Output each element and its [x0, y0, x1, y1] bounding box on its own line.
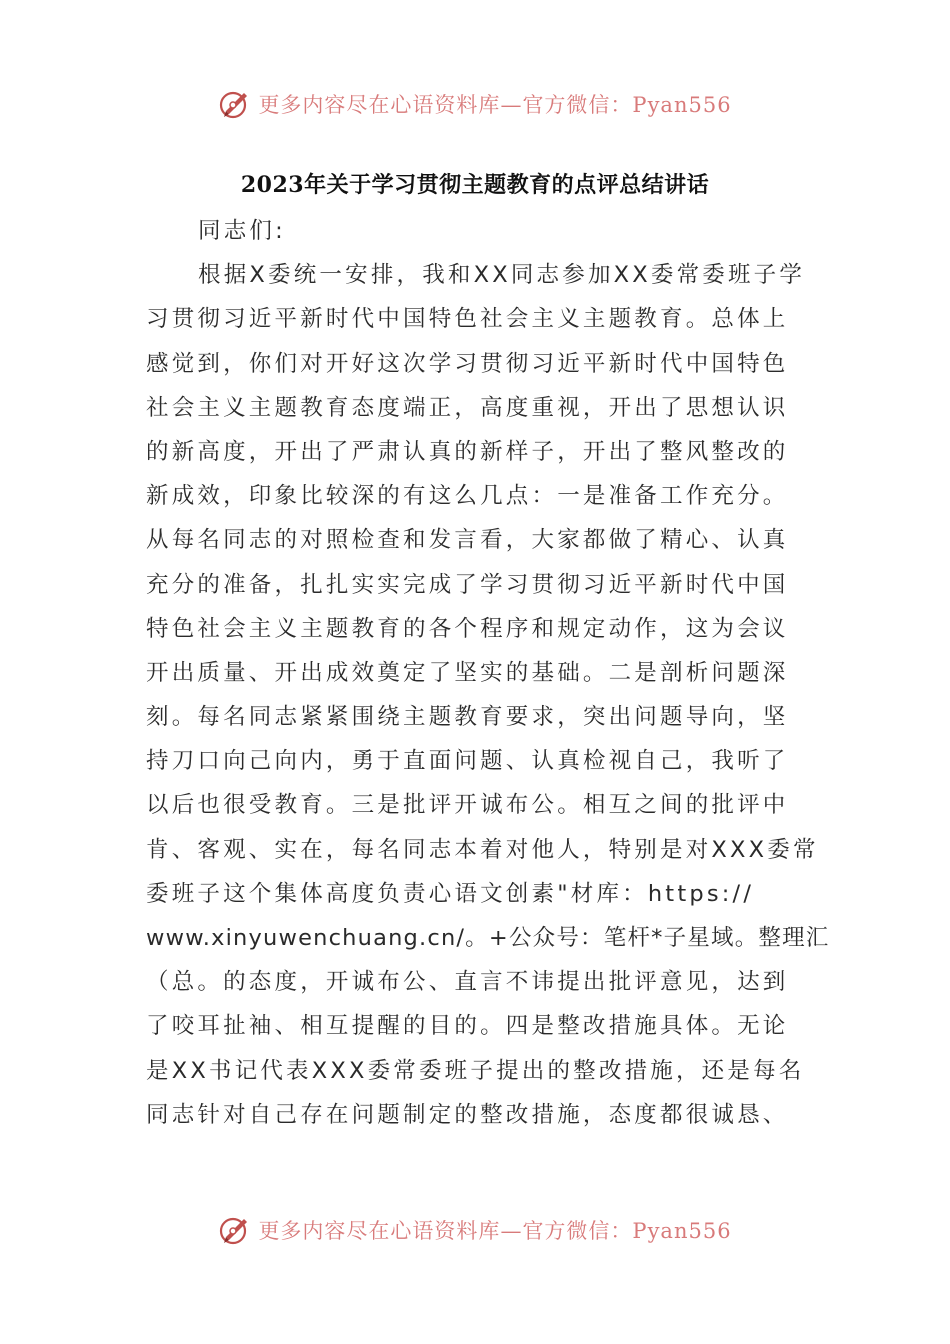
- paragraph-line: 是XX书记代表XXX委常委班子提出的整改措施，还是每名: [146, 1057, 805, 1084]
- paragraph-line: 习贯彻习近平新时代中国特色社会主义主题教育。总体上: [146, 306, 789, 333]
- banner-title: 更多内容尽在心语资料库: [258, 93, 501, 117]
- paragraph-line: 同志针对自己存在问题制定的整改措施，态度都很诚恳、: [146, 1101, 789, 1128]
- paragraph-line: 开出质量、开出成效奠定了坚实的基础。二是剖析问题深: [146, 659, 789, 686]
- paragraph-line: 根据X委统一安排，我和XX同志参加XX委常委班子学: [198, 262, 806, 289]
- header-watermark-banner: [0, 84, 950, 124]
- banner-title: 更多内容尽在心语资料库: [258, 1219, 501, 1243]
- banner-text: [258, 89, 731, 119]
- banner-text: [258, 1215, 731, 1245]
- paragraph-line: www.xinyuwenchuang.cn/。+公众号：笔杆*子星域。整理汇: [146, 925, 830, 951]
- paragraph-line: 的新高度，开出了严肃认真的新样子，开出了整风整改的: [146, 438, 789, 465]
- banner-wechat: 官方微信：Pyan556: [522, 93, 732, 117]
- paragraph-line: 刻。每名同志紧紧围绕主题教育要求，突出问题导向，坚: [146, 704, 789, 731]
- paragraph-line: 充分的准备，扎扎实实完成了学习贯彻习近平新时代中国: [146, 571, 789, 598]
- banner-separator: —: [500, 1219, 523, 1243]
- paragraph-line: 委班子这个集体高度负责心语文创素"材库：https://: [146, 880, 755, 907]
- paragraph-line: 持刀口向己向内，勇于直面问题、认真检视自己，我听了: [146, 748, 789, 775]
- paragraph-line: 特色社会主义主题教育的各个程序和规定动作，这为会议: [146, 615, 789, 642]
- banner-separator: —: [500, 93, 523, 117]
- paragraph-line: 了咬耳扯袖、相互提醒的目的。四是整改措施具体。无论: [146, 1013, 789, 1040]
- paragraph-line: 感觉到，你们对开好这次学习贯彻习近平新时代中国特色: [146, 350, 789, 377]
- banner-wechat: 官方微信：Pyan556: [522, 1219, 732, 1243]
- paragraph-line: （总。的态度，开诚布公、直言不讳提出批评意见，达到: [146, 969, 789, 996]
- paragraph-line: 新成效，印象比较深的有这么几点：一是准备工作充分。: [146, 483, 789, 510]
- paragraph-line: 社会主义主题教育态度端正，高度重视，开出了思想认识: [146, 394, 789, 421]
- paragraph-line: 从每名同志的对照检查和发言看，大家都做了精心、认真: [146, 527, 789, 554]
- paragraph-line: 肯、客观、实在，每名同志本着对他人，特别是对XXX委常: [146, 836, 819, 863]
- pen-logo-icon: [218, 1213, 252, 1247]
- paragraph-line: 以后也很受教育。三是批评开诚布公。相互之间的批评中: [146, 792, 789, 819]
- document-title: 2023年关于学习贯彻主题教育的点评总结讲话: [240, 172, 710, 198]
- document-body: [146, 209, 830, 1137]
- pen-logo-icon: [218, 87, 252, 121]
- footer-watermark-banner: [0, 1210, 950, 1250]
- greeting: 同志们:: [198, 218, 286, 244]
